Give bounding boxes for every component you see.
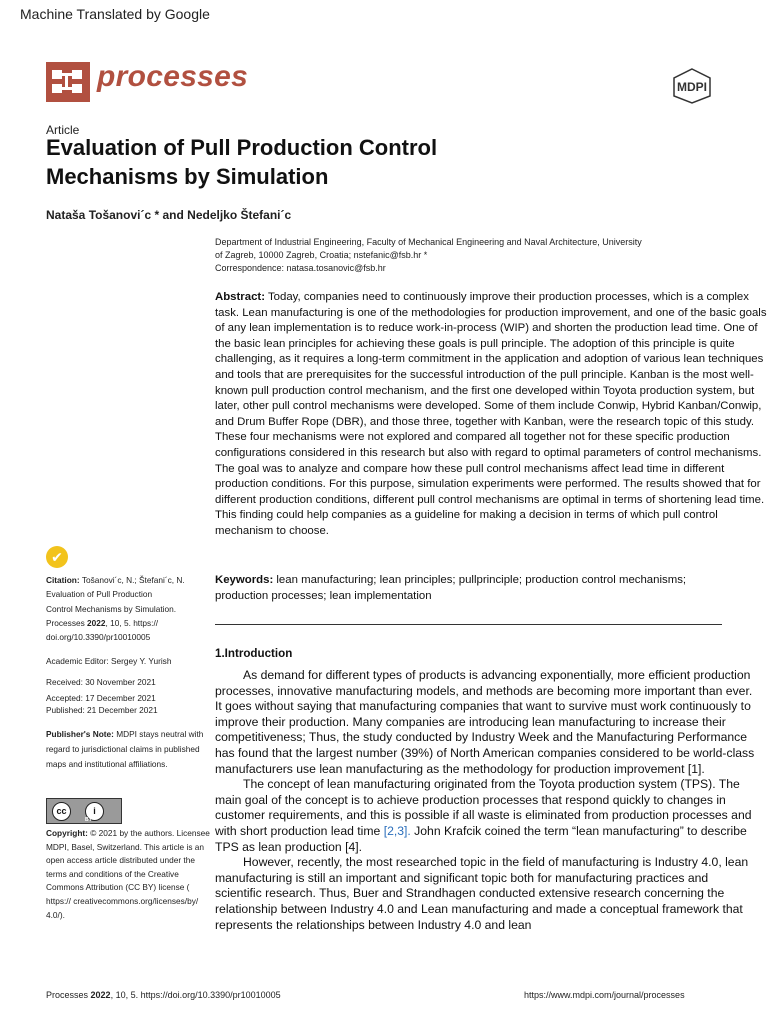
machine-translated-notice: Machine Translated by Google [20, 6, 210, 22]
citation-text: Tošanovi´c, N.; Štefani´c, N. Evaluation of Pull Production [46, 575, 185, 599]
footer-year: 2022 [90, 990, 111, 1000]
citation-journal: Processes [46, 618, 88, 628]
published-date: Published: 21 December 2021 [46, 705, 158, 715]
citation-label: Citation: [46, 575, 80, 585]
academic-editor: Academic Editor: Sergey Y. Yurish [46, 656, 172, 666]
citation-doi[interactable]: doi.org/10.3390/pr10010005 [46, 632, 151, 642]
paragraph [215, 777, 755, 855]
keywords-text: lean manufacturing; lean principles; pullprinciple; production control mechanisms; production processes; lean implementation [215, 574, 687, 602]
authors: Nataša Tošanovi´c * and Nedeljko Štefani´c [46, 208, 292, 222]
accepted-date: Accepted: 17 December 2021 [46, 693, 156, 703]
copyright [46, 827, 212, 922]
abstract-text: Today, companies need to continuously improve their production processes, which is a complex task. Lean manufacturing is one of the methodologies for production improvement, and one of the basic goals of any lean implementation is to reduce work-in-process (WIP) and shorten the production lead time. One of the basic lean principles for achieving these goals is pull principle. The adoption of this principle is quite challenging, as it requires a long-term commitment in the application and adoption of various lean techniques and tools that are prerequisites for the successful introduction of the pull principle. Kanban is the most well-known pull production control mechanism, and the first one developed within Toyota production system, but later, other pull control mechanisms were developed. Some of them include Conwip, Hybrid Kanban/Conwip, and Drum Buffer Rope (DBR), and those three, together with Kanban, were the research topic of this study. These four mechanisms were not explored and compared all together not for these specific production configurations considered in this research but also with regard to optimal parameters of control mechanisms. The goal was to analyze and compare how these pull control mechanisms affect lead time in different production conditions. For this purpose, simulation experiments were performed. The results showed that for different production conditions, different pull control mechanisms are optimal in terms of shortening lead time. This finding could help companies as a guideline for making a decision in terms of which pull control mechanism to choose. [215, 291, 767, 537]
abstract [215, 290, 768, 540]
received-date: Received: 30 November 2021 [46, 677, 156, 687]
publisher-note [46, 727, 212, 772]
cc-icon: cc [52, 802, 71, 821]
page-title: Evaluation of Pull Production Control Mechanisms by Simulation [46, 135, 438, 189]
paragraph: As demand for different types of products is advancing exponentially, more efficient production processes, innovative manufacturing models, and methods are becoming more important than ever. It goes without saying that manufacturing companies that want to survive must work continuously to improve their production. Many companies are introducing lean manufacturing to increase their competitiveness; Thus, the study conducted by Industry Week and the Manufacturing Performance has found that the largest number (39%) of North American companies considered to be world-class manufacturers use lean manufacturing as the methodology for production improvement [1]. [215, 668, 755, 776]
copyright-label: Copyright: [46, 828, 88, 838]
copyright-text: © 2021 by the authors. Licensee MDPI, Basel, Switzerland. This article is an open access article distributed under the terms and conditions of the Creative Commons Attribution (CC BY) license ( https:// creativecommons.org/licenses/by/ 4.0/). [46, 828, 210, 920]
affiliation-line: Department of Industrial Engineering, Faculty of Mechanical Engineering and Naval Architecture, University [215, 237, 642, 247]
attribution-icon: i [85, 802, 104, 821]
paragraph-text: John Krafcik coined the term “lean manufacturing” to describe TPS as lean production [4]. [215, 823, 747, 854]
correspondence[interactable]: Correspondence: natasa.tosanovic@fsb.hr [215, 263, 386, 273]
affiliation-line: of Zagreb, 10000 Zagreb, Croatia; nstefanic@fsb.hr * [215, 250, 428, 260]
publisher-note-label: Publisher's Note: [46, 729, 114, 739]
footer-journal: Processes [46, 990, 91, 1000]
journal-name[interactable]: processes [97, 60, 249, 93]
publisher-note-text: MDPI stays neutral with regard to jurisdictional claims in published maps and institutional affiliations. [46, 729, 204, 769]
paragraph-text: The concept of lean manufacturing originated from the Toyota production system (TPS). The main goal of the concept is to achieve production processes that respond quickly to changes in customer requirements, and this is possible if all waste is eliminated from production processes and with short production lead time [215, 777, 752, 838]
section-heading: 1.Introduction [215, 647, 293, 660]
mdpi-logo-text: MDPI [677, 80, 707, 94]
cc-license-badge[interactable] [46, 798, 122, 824]
cc-by-label: BY [85, 817, 92, 823]
keywords [215, 573, 735, 604]
introduction-body [215, 668, 755, 933]
reference-link[interactable]: [2,3]. [383, 823, 411, 838]
footer-doi[interactable]: , 10, 5. https://doi.org/10.3390/pr10010005 [110, 990, 281, 1000]
journal-logo-icon [46, 62, 90, 102]
mdpi-logo[interactable] [662, 68, 722, 104]
keywords-label: Keywords: [215, 574, 274, 586]
paragraph: However, recently, the most researched topic in the field of manufacturing is Industry 4.0, lean manufacturing is still an important and significant topic both for manufacturing practices and scientific research. Thus, Buer and Strandhagen conducted extensive research concerning the relationship between Industry 4.0 and Lean manufacturing and made a conceptual framework that represents the relationships between Industry 4.0 and lean [215, 855, 749, 932]
footer-citation [46, 990, 281, 1000]
check-updates-icon[interactable]: ✔ [46, 546, 68, 568]
footer-journal-url[interactable]: https://www.mdpi.com/journal/processes [524, 990, 685, 1000]
citation-line [46, 616, 212, 630]
citation-line: Control Mechanisms by Simulation. [46, 604, 177, 614]
affiliation [215, 236, 685, 275]
article-type: Article [46, 123, 80, 137]
citation [46, 573, 212, 601]
citation-year: 2022 [87, 618, 106, 628]
abstract-label: Abstract: [215, 291, 266, 303]
citation-volume: , 10, 5. https:// [105, 618, 159, 628]
divider [215, 624, 722, 625]
